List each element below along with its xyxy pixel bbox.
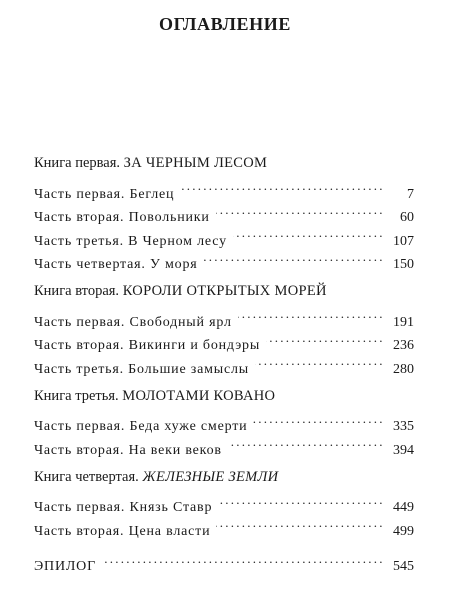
book-title: МОЛОТАМИ КОВАНО [122, 387, 276, 404]
toc-entry [34, 174, 414, 202]
entry-label: Часть третья. Большие замыслы [34, 361, 250, 377]
entry-label: Часть четвертая. У моря [34, 257, 198, 272]
book-number-label: Книга третья. [34, 387, 123, 404]
entry-page-number: 60 [400, 210, 414, 225]
book-title: ЖЕЛЕЗНЫЕ ЗЕМЛИ [142, 468, 279, 485]
toc-entry [34, 488, 414, 515]
toc-book-heading [34, 385, 414, 407]
entry-page-number: 499 [393, 523, 414, 539]
entry-label: Часть вторая. На веки веков [34, 442, 222, 458]
dot-leader [266, 326, 382, 350]
toc-book-heading [34, 152, 414, 174]
dot-leader [255, 349, 382, 373]
entry-page-number: 107 [393, 233, 414, 249]
dot-leader [180, 174, 382, 198]
dot-leader [216, 198, 382, 222]
dot-leader [216, 511, 382, 535]
page-title: ОГЛАВЛЕНИЕ [159, 14, 291, 34]
toc-book-heading [34, 280, 414, 302]
entry-label: Часть третья. В Черном лесу [34, 233, 227, 249]
entry-page-number: 150 [393, 257, 414, 272]
book-title: ЗА ЧЕРНЫМ ЛЕСОМ [123, 155, 268, 171]
entry-page-number: 280 [393, 361, 414, 377]
entry-page-number: 335 [393, 419, 414, 434]
toc-entry [34, 302, 414, 330]
book-number-label: Книга четвертая. [34, 468, 143, 485]
dot-leader [204, 245, 382, 269]
entry-label: Часть вторая. Викинги и бондэры [34, 338, 261, 353]
entry-label: Часть вторая. Повольники [34, 210, 210, 225]
entry-page-number: 545 [393, 559, 414, 574]
dot-leader [218, 488, 382, 512]
entry-label: Часть первая. Беглец [34, 186, 175, 202]
book-number-label: Книга первая. [34, 155, 124, 171]
toc-entry [34, 407, 414, 434]
toc-book-heading [34, 466, 414, 488]
entry-label: Часть первая. Беда хуже смерти [34, 419, 248, 434]
entry-page-number: 7 [407, 186, 414, 202]
entry-page-number: 394 [393, 442, 414, 458]
entry-label: ЭПИЛОГ [34, 559, 96, 574]
table-of-contents [34, 152, 414, 574]
toc-book-section [34, 152, 414, 272]
dot-leader [102, 547, 382, 571]
dot-leader [233, 221, 382, 245]
toc-book-section [34, 385, 414, 458]
entry-label: Часть вторая. Цена власти [34, 523, 211, 539]
toc-book-section [34, 466, 414, 539]
dot-leader [228, 430, 382, 454]
toc-book-section [34, 280, 414, 377]
toc-entry-epilogue [34, 547, 414, 574]
dot-leader [253, 407, 382, 431]
entry-page-number: 191 [393, 314, 414, 330]
entry-label: Часть первая. Князь Ставр [34, 500, 213, 515]
entry-page-number: 449 [393, 500, 414, 515]
entry-label: Часть первая. Свободный ярл [34, 314, 232, 330]
book-number-label: Книга вторая. [34, 283, 123, 299]
dot-leader [238, 302, 382, 326]
entry-page-number: 236 [393, 338, 414, 353]
book-title: КОРОЛИ ОТКРЫТЫХ МОРЕЙ [122, 283, 327, 299]
